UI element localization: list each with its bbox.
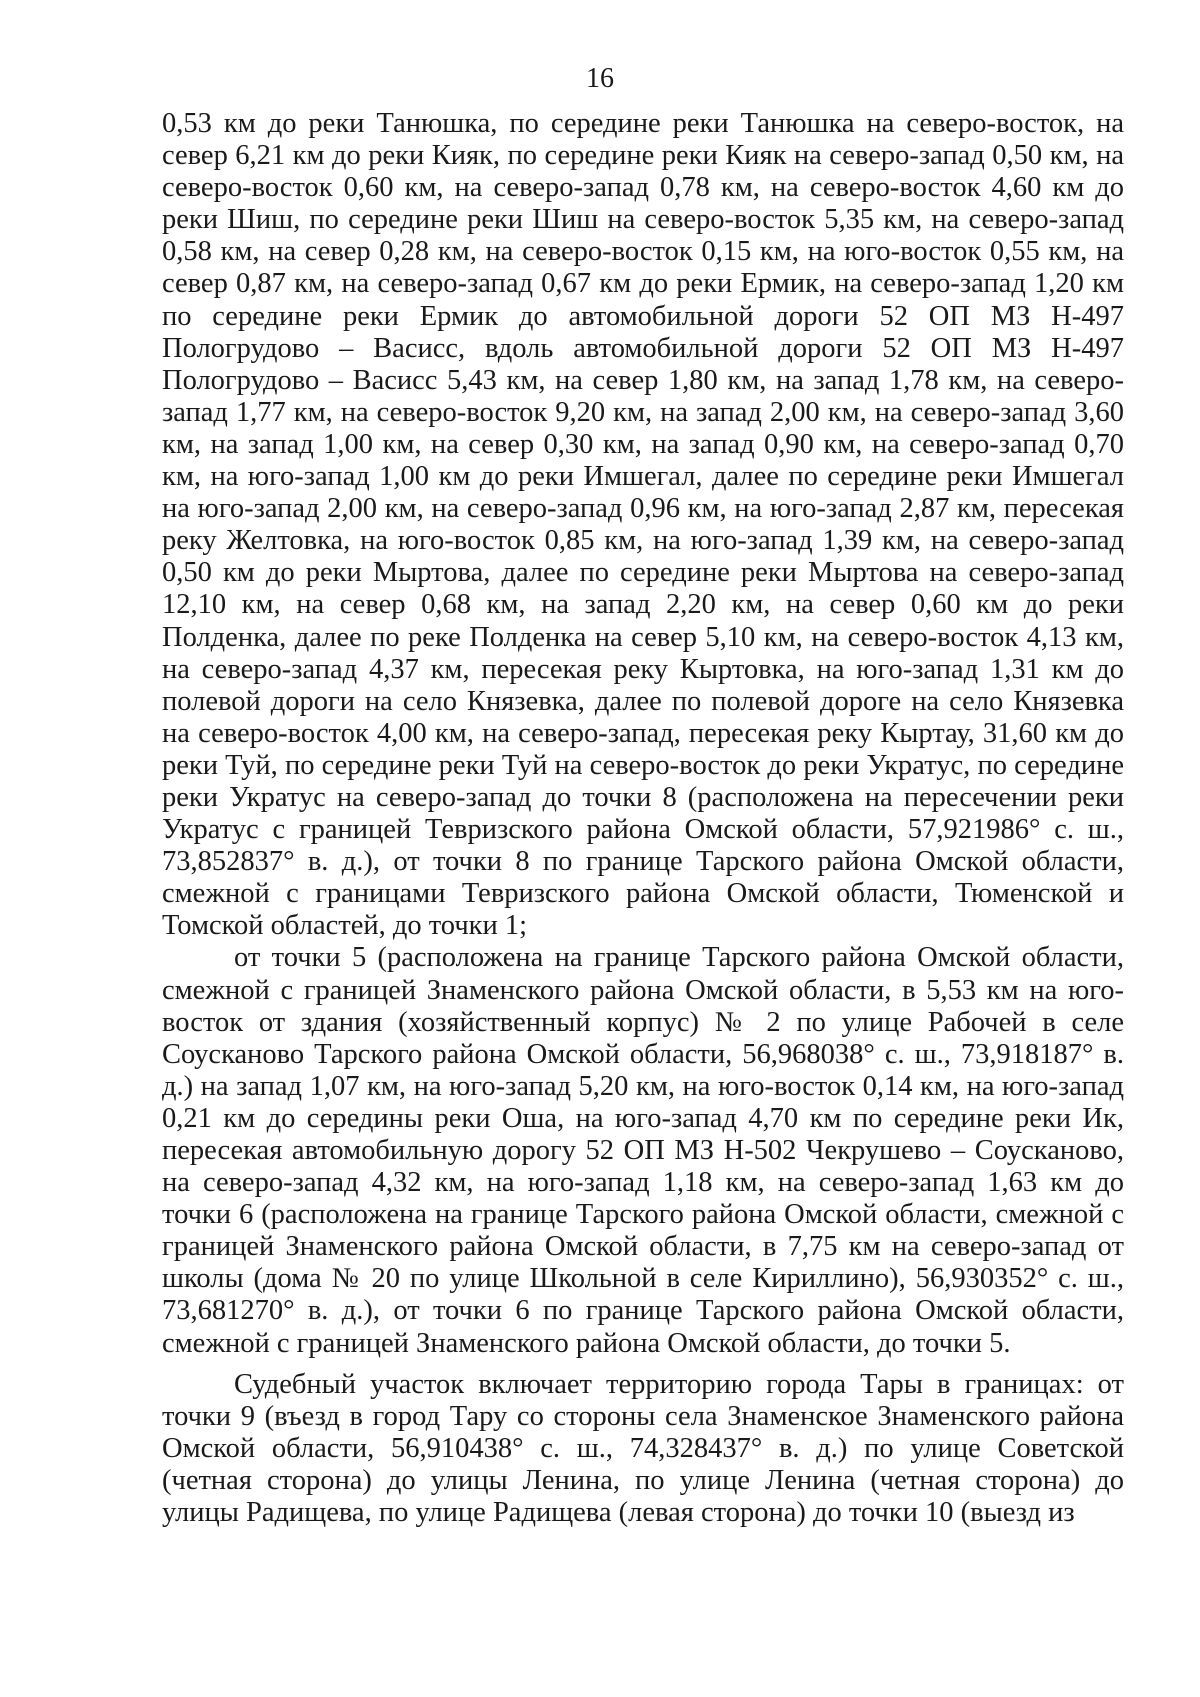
page-number: 16 <box>586 63 614 94</box>
paragraph-point-5-boundary: от точки 5 (расположена на границе Тарского района Омской области, смежной с границей Знаменского района Омской области, в 5,53 км на юго-восток от здания (хозяйственный корпус) № 2 по улице Рабочей в селе Соусканово Тарского района Омской области, 56,968038° с. ш., 73,918187° в. д.) на запад 1,07 км, на юго-запад 5,20 км, на юго-восток 0,14 км, на юго-запад 0,21 км до середины реки Оша, на юго-запад 4,70 км по середине реки Ик, пересекая автомобильную дорогу 52 ОП МЗ Н-502 Чекрушево – Соусканово, на северо-запад 4,32 км, на юго-запад 1,18 км, на северо-запад 1,63 км до точки 6 (расположена на границе Тарского района Омской области, смежной с границей Знаменского района Омской области, в 7,75 км на северо-запад от школы (дома № 20 по улице Школьной в селе Кириллино), 56,930352° с. ш., 73,681270° в. д.), от точки 6 по границе Тарского района Омской области, смежной с границей Знаменского района Омской области, до точки 5. <box>162 942 1124 1359</box>
paragraph-boundary-continuation: 0,53 км до реки Танюшка, по середине реки Танюшка на северо-восток, на север 6,21 км до реки Кияк, по середине реки Кияк на северо-запад 0,50 км, на северо-восток 0,60 км, на северо-запад 0,78 км, на северо-восток 4,60 км до реки Шиш, по середине реки Шиш на северо-восток 5,35 км, на северо-запад 0,58 км, на север 0,28 км, на северо-восток 0,15 км, на юго-восток 0,55 км, на север 0,87 км, на северо-запад 0,67 км до реки Ермик, на северо-запад 1,20 км по середине реки Ермик до автомобильной дороги 52 ОП МЗ Н-497 Пологрудово – Васисс, вдоль автомобильной дороги 52 ОП МЗ Н-497 Пологрудово – Васисс 5,43 км, на север 1,80 км, на запад 1,78 км, на северо-запад 1,77 км, на северо-восток 9,20 км, на запад 2,00 км, на северо-запад 3,60 км, на запад 1,00 км, на север 0,30 км, на запад 0,90 км, на северо-запад 0,70 км, на юго-запад 1,00 км до реки Имшегал, далее по середине реки Имшегал на юго-запад 2,00 км, на северо-запад 0,96 км, на юго-запад 2,87 км, пересекая реку Желтовка, на юго-восток 0,85 км, на юго-запад 1,39 км, на северо-запад 0,50 км до реки Мыртова, далее по середине реки Мыртова на северо-запад 12,10 км, на север 0,68 км, на запад 2,20 км, на север 0,60 км до реки Полденка, далее по реке Полденка на север 5,10 км, на северо-восток 4,13 км, на северо-запад 4,37 км, пересекая реку Кыртовка, на юго-запад 1,31 км до полевой дороги на село Князевка, далее по полевой дороге на село Князевка на северо-восток 4,00 км, на северо-запад, пересекая реку Кыртау, 31,60 км до реки Туй, по середине реки Туй на северо-восток до реки Укратус, по середине реки Укратус на северо-запад до точки 8 (расположена на пересечении реки Укратус с границей Тевризского района Омской области, 57,921986° с. ш., 73,852837° в. д.), от точки 8 по границе Тарского района Омской области, смежной с границами Тевризского района Омской области, Тюменской и Томской областей, до точки 1; <box>162 108 1124 942</box>
paragraph-tara-city-boundary: Судебный участок включает территорию города Тары в границах: от точки 9 (въезд в город Тару со стороны села Знаменское Знаменского района Омской области, 56,910438° с. ш., 74,328437° в. д.) по улице Советской (четная сторона) до улицы Ленина, по улице Ленина (четная сторона) до улицы Радищева, по улице Радищева (левая сторона) до точки 10 (выезд из <box>162 1368 1124 1529</box>
document-body <box>162 108 1124 1529</box>
